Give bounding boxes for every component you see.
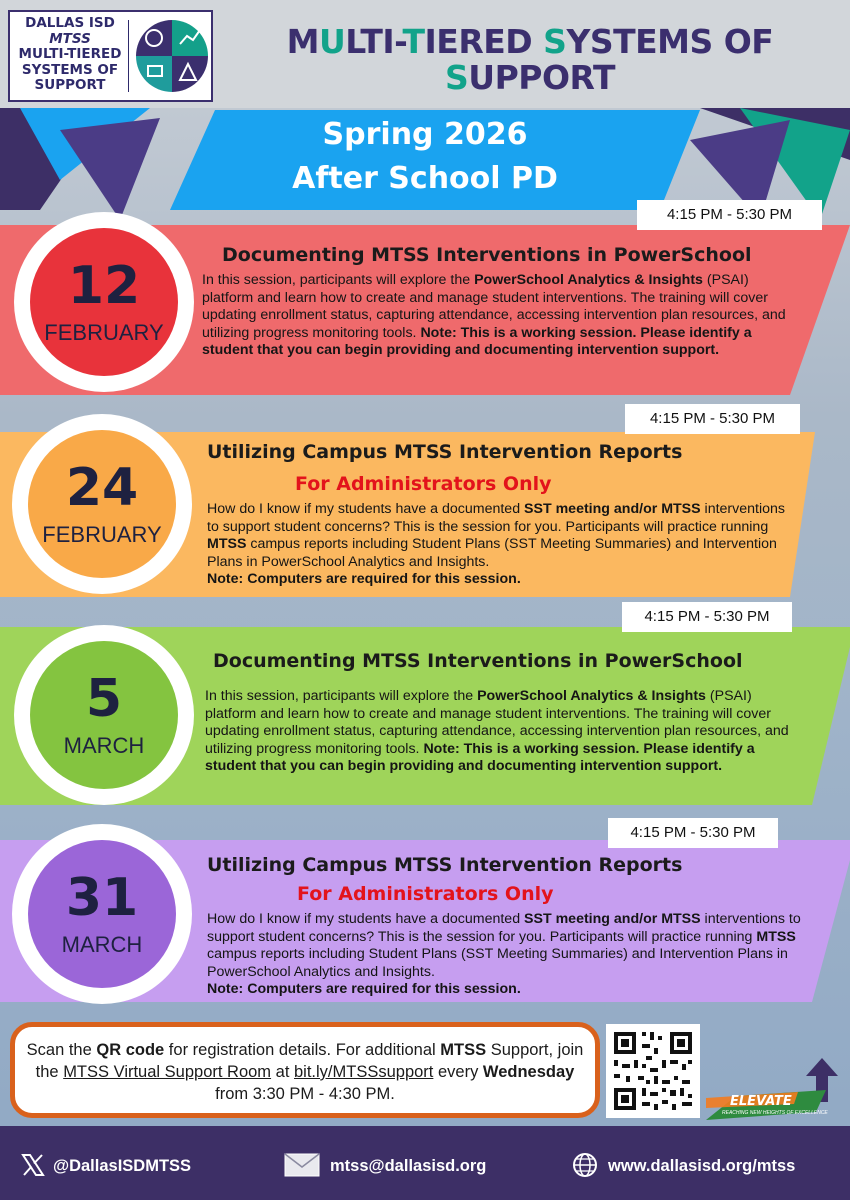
reg-day-label: Wednesday bbox=[482, 1063, 575, 1081]
elevate-title: ELEVATE bbox=[730, 1094, 792, 1109]
session-1-description: In this session, participants will explore the PowerSchool Analytics & Insights (PSAI) platform and learn how to create and manage student interventions. The training will cover updating enrollment status, capturing attendance, accessing intervention plan resources, and utilizing progress monitoring tools. Note: This is a working session. Please identify a student that you can begin providing and documenting intervention support. bbox=[202, 272, 786, 359]
session-4-audience: For Administrators Only bbox=[297, 883, 554, 905]
session-3-description: In this session, participants will explore the PowerSchool Analytics & Insights (PSAI) platform and learn how to create and manage student interventions. The training will cover updating enrollment status, capturing attendance, accessing intervention plan resources, and utilizing progress monitoring tools. Note: This is a working session. Please identify a student that you can begin providing and documenting intervention support. bbox=[205, 688, 789, 775]
session-2-time: 4:15 PM - 5:30 PM bbox=[625, 404, 800, 434]
session-2-audience: For Administrators Only bbox=[295, 473, 552, 495]
banner-line-1: Spring 2026 bbox=[322, 117, 528, 152]
session-3-month: MARCH bbox=[63, 733, 145, 758]
globe-icon[interactable] bbox=[572, 1152, 598, 1178]
reg-text-4: at bbox=[271, 1063, 294, 1081]
mtss-logo-icon bbox=[132, 16, 212, 96]
twitter-handle[interactable]: @DallasISDMTSS bbox=[53, 1157, 192, 1175]
reg-text-2: for registration details. For additional bbox=[164, 1041, 441, 1059]
mail-icon[interactable] bbox=[284, 1152, 320, 1178]
elevate-tagline: REACHING NEW HEIGHTS OF EXCELLENCE bbox=[722, 1110, 828, 1116]
logo-line-1: DALLAS ISD bbox=[25, 15, 115, 31]
reg-text-1: Scan the bbox=[26, 1041, 97, 1059]
banner-title bbox=[215, 113, 635, 201]
session-1-day: 12 bbox=[67, 256, 141, 316]
reg-qr-label: QR code bbox=[96, 1041, 165, 1059]
support-room-link[interactable]: MTSS Virtual Support Room bbox=[63, 1063, 272, 1081]
registration-box bbox=[10, 1022, 600, 1118]
logo-line-3: MULTI-TIERED bbox=[18, 46, 122, 62]
session-2-description: How do I know if my students have a documented SST meeting and/or MTSS interventions to support student concerns? This is the session for you. Participants will practice running MTSS campus reports including Student Plans (SST Meeting Summaries) and Intervention Plans in PowerSchool Analytics and Insights. Note: Computers are required for this session. bbox=[207, 501, 785, 588]
reg-mtss-label: MTSS bbox=[440, 1041, 487, 1059]
session-3-day: 5 bbox=[85, 669, 123, 729]
reg-text-3: Support, join the bbox=[35, 1041, 584, 1081]
session-3-title: Documenting MTSS Interventions in PowerSchool bbox=[213, 650, 743, 672]
session-4-description: How do I know if my students have a documented SST meeting and/or MTSS interventions to support student concerns? This is the session for you. Participants will practice running MTSS campus reports including Student Plans (SST Meeting Summaries) and Intervention Plans in PowerSchool Analytics and Insights. Note: Computers are required for this session. bbox=[207, 911, 801, 998]
session-2-date bbox=[28, 430, 176, 578]
session-4-date bbox=[28, 840, 176, 988]
logo-line-2: MTSS bbox=[49, 30, 91, 47]
logo-line-4: SYSTEMS OF bbox=[21, 61, 119, 78]
email-link[interactable]: mtss@dallasisd.org bbox=[330, 1157, 487, 1175]
session-1-month: FEBRUARY bbox=[44, 320, 164, 345]
banner-line-2: After School PD bbox=[292, 161, 558, 196]
title-line-1: MULTI-TIERED SYSTEMS OF bbox=[286, 22, 774, 61]
title-line-2: SUPPORT bbox=[445, 58, 615, 97]
logo-text bbox=[16, 16, 124, 94]
bitly-link[interactable]: bit.ly/MTSSsupport bbox=[294, 1063, 434, 1081]
logo-line-5: SUPPORT bbox=[34, 77, 106, 93]
x-twitter-icon[interactable] bbox=[20, 1152, 46, 1178]
session-4-month: MARCH bbox=[61, 932, 143, 957]
page-title bbox=[225, 24, 835, 96]
session-4-time: 4:15 PM - 5:30 PM bbox=[608, 818, 778, 848]
session-1-time: 4:15 PM - 5:30 PM bbox=[637, 200, 822, 230]
session-2-day: 24 bbox=[65, 458, 139, 518]
reg-text-5: every bbox=[433, 1063, 483, 1081]
session-4-day: 31 bbox=[65, 868, 139, 928]
session-1-title: Documenting MTSS Interventions in PowerSchool bbox=[222, 244, 752, 266]
session-2-title: Utilizing Campus MTSS Intervention Reports bbox=[207, 441, 683, 463]
session-4-title: Utilizing Campus MTSS Intervention Reports bbox=[207, 854, 683, 876]
session-3-date bbox=[30, 641, 178, 789]
website-link[interactable]: www.dallasisd.org/mtss bbox=[608, 1157, 796, 1175]
logo-divider bbox=[128, 20, 129, 92]
mtss-logo bbox=[8, 10, 213, 102]
session-1-date bbox=[30, 228, 178, 376]
session-3-time: 4:15 PM - 5:30 PM bbox=[622, 602, 792, 632]
reg-text-6: from 3:30 PM - 4:30 PM. bbox=[215, 1085, 395, 1103]
qr-code-icon[interactable] bbox=[606, 1024, 700, 1118]
session-2-month: FEBRUARY bbox=[42, 522, 162, 547]
